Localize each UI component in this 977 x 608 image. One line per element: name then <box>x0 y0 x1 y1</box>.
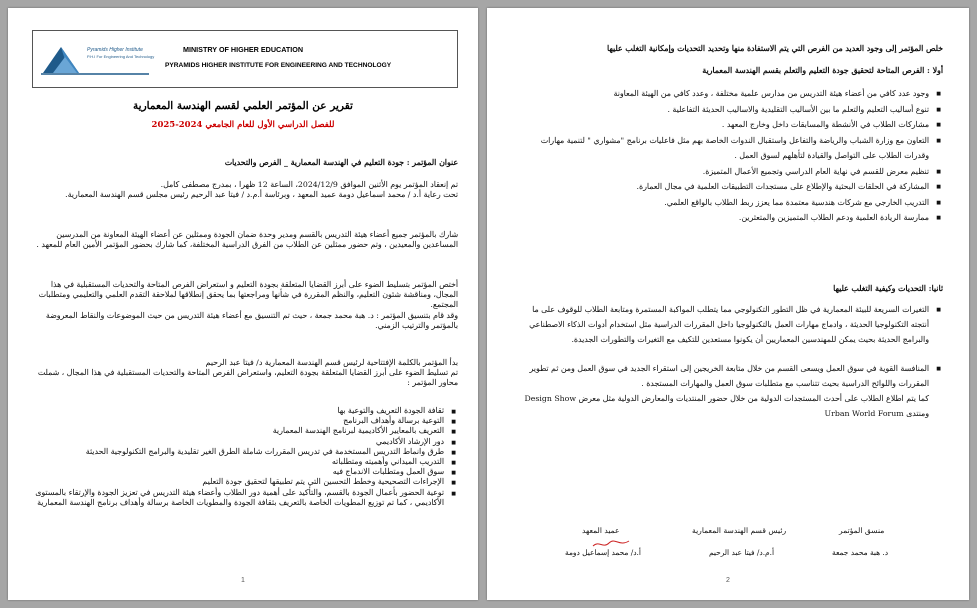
paragraph-date <box>30 180 458 200</box>
section2-title: ثانيا: التحديات وكيفية التغلب عليها <box>833 284 943 293</box>
report-subtitle: للفصل الدراسي الأول للعام الجامعي 2024-2025 <box>151 120 335 130</box>
paragraph-1: تم إنعقاد المؤتمر يوم الأثنين الموافق 2024/12/9، الساعة 12 ظهرا ، بمدرج مصطفى كامل. <box>160 180 458 189</box>
institute-title: PYRAMIDS HIGHER INSTITUTE FOR ENGINEERING AND TECHNOLOGY <box>165 62 392 69</box>
list-item: ■ التوعية برسالة وأهداف البرنامج <box>30 416 444 426</box>
list-item: ■ تنظيم معرض للقسم في نهاية العام الدراسي وتجميع الأعمال المتميزة. <box>519 164 929 180</box>
paragraph-2: شارك بالمؤتمر جميع أعضاء هيئة التدريس بالقسم ومدير وحدة ضمان الجودة وممثلين عن أعضاء الهيئة المعاونة من المدرسين المساعدين والمعيدين ، وتم حضور ممثلين عن الطلاب من الفرق الدراسية المختلفة، كما شارك بحضور المؤتمر الأمين العام للمعهد . <box>36 230 458 250</box>
coordinator-label: منسق المؤتمر <box>839 526 885 535</box>
section2-note: كما يتم اطلاع الطلاب على أحدث المستجدات الدولية من خلال حضور المنتديات والمعارض الدولية مثل معرض Design Show ومنتدى Urban World Forum <box>524 394 929 418</box>
conference-topics-list <box>30 406 458 508</box>
document-page-1 <box>8 8 478 600</box>
paragraph-scope <box>30 280 458 331</box>
coordinator-name: د. هبة محمد جمعة <box>832 548 889 557</box>
intro-text: خلص المؤتمر إلى وجود العديد من الفرص التي يتم الاستفادة منها وتحديد التحديات وإمكانية التغلب عليها <box>607 44 943 53</box>
list-item: ■ التدريب الميداني وأهميته ومتطلباته <box>30 457 444 467</box>
list-item: ■ المشاركة في الحلقات البحثية والإطلاع على مستجدات التطبيقات العلمية في مجال العمارة. <box>519 179 929 195</box>
list-item: ■ التدريب الخارجي مع شركات هندسية معتمدة مما يعزز ربط الطلاب بالواقع العلمي. <box>519 195 929 211</box>
paragraph-3: أختص المؤتمر بتسليط الضوء على أبرز القضايا المتعلقة بجودة التعليم و استعراض الفرص المتاحة والتحديات المستقبلية في هذا المجال، ومناقشة شئون التعليم، والنظم المقررة في شأنها ومراجعتها بما يحقق إنطلاقها لملاحقة التقدم العلمي والتعليمي ومتطلبات المجتمع. <box>38 280 458 310</box>
list-item: ■ التعاون مع وزارة الشباب والرياضة والتفاعل واستقبال الندوات الخاصة بهم مثل فاعليات برنامج "مشواري " لتنمية مهارات وقدرات الطلاب على التواصل والقيادة لتأهلهم لسوق العمل . <box>519 133 929 164</box>
letterhead <box>32 30 458 88</box>
list-item: ■ وجود عدد كافي من أعضاء هيئة التدريس من مدارس علمية مختلفة ، وعدد كافي من الهيئة المعاونة <box>519 86 929 102</box>
list-item: ■ دور الإرشاد الأكاديمي <box>30 437 444 447</box>
list-item: ■ تنوع أساليب التعليم والتعلم ما بين الأساليب التقليدية والاساليب الحديثة التفاعلية . <box>519 102 929 118</box>
list-item: ■ توعية الحضور بأعمال الجودة بالقسم، والتأكيد على أهمية دور الطلاب وأعضاء هيئة التدريس في تعزيز الجودة والإرتقاء بالمستوى الأكاديمي ، كما تم توزيع المطويات الخاصة بالتعريف بثقافة الجودة والمطويات الخاصة برسالة وأهداف برنامج الهندسة المعمارية <box>30 488 444 508</box>
paragraph-5: بدأ المؤتمر بالكلمة الإفتتاحية لرئيس قسم الهندسة المعمارية د/ فيتا عبد الرحيم <box>205 358 458 367</box>
paragraph-opening <box>30 358 458 389</box>
dean-label: عميد المعهد <box>582 526 620 535</box>
section2-list <box>519 302 943 421</box>
section2-title-block <box>519 284 943 295</box>
conference-title: عنوان المؤتمر : جودة التعليم في الهندسة المعمارية _ الفرص والتحديات <box>224 158 458 167</box>
list-item: ■ طرق وانماط التدريس المستخدمة في تدريس المقررات شاملة الطرق الغير تقليدية والبرامج التكنولوجية الحديثة <box>30 447 444 457</box>
signature-scribble-icon <box>591 538 631 550</box>
paragraph-1b: تحت رعاية أ.د / محمد اسماعيل دومة عميد المعهد ، وبرئاسة أ.م.د / فيتا عبد الرحيم رئيس مجلس قسم الهندسة المعمارية. <box>65 190 458 200</box>
page-number: 2 <box>726 577 730 584</box>
list-item: ■ ثقافة الجودة التعريف والتوعية بها <box>30 406 444 416</box>
institute-logo <box>39 37 155 81</box>
logo-text: Pyramids Higher Institute <box>87 47 143 53</box>
department-head-name: أ.م.د/ فيتا عبد الرحيم <box>709 548 775 557</box>
list-item: ■ التعريف بالمعايير الأكاديمية لبرنامج الهندسة المعمارية <box>30 426 444 436</box>
dean-name: أ.د/ محمد إسماعيل دومة <box>565 548 641 557</box>
intro-block <box>519 44 943 55</box>
section1-title-block <box>519 66 943 77</box>
paragraph-attendance <box>30 230 458 250</box>
conference-title-block <box>30 158 458 168</box>
section1-list <box>519 86 943 226</box>
logo-subtext: P.H.I For Engineering And Technology <box>87 54 155 59</box>
document-page-2 <box>487 8 969 600</box>
pyramid-logo-icon <box>39 37 151 81</box>
paragraph-4: وقد قام بتنسيق المؤتمر : د. هبة محمد جمعة ، حيث تم التنسيق مع أعضاء هيئة التدريس من حيث الموضوعات والنقاط المعروضة بالمؤتمر والترتيب الزمني. <box>45 310 458 330</box>
department-head-label: رئيس قسم الهندسة المعمارية <box>692 526 787 535</box>
page-number: 1 <box>241 577 245 584</box>
paragraph-5b: تم تسليط الضوء على أبرز القضايا المتعلقة بجودة التعليم، واستعراض الفرص المتاحة والتحديات المستقبلية في هذا المجال ، شملت محاور المؤتمر : <box>37 368 458 388</box>
report-title: تقرير عن المؤتمر العلمي لقسم الهندسة المعمارية <box>133 100 353 112</box>
section1-title: أولا : الفرص المتاحة لتحقيق جودة التعليم والتعلم بقسم الهندسة المعمارية <box>702 66 943 75</box>
list-item: ■ سوق العمل ومتطلبات الاندماج فيه <box>30 467 444 477</box>
list-item: ■ مشاركات الطلاب في الأنشطة والمسابقات داخل وخارج المعهد . <box>519 117 929 133</box>
list-item: ■ المنافسة القوية في سوق العمل ويسعى القسم من خلال متابعة الخريجين إلى استقراء الجديد في سوق العمل ومن ثم تطوير المقررات واللوائح الدراسية بحيث تتناسب مع متطلبات سوق العمل والمهارات المستجدة . <box>519 361 929 391</box>
list-item: ■ الإجراءات التصحيحية وخطط التحسين التي يتم تطبيقها لتحقيق جودة التعليم <box>30 477 444 487</box>
ministry-title: MINISTRY OF HIGHER EDUCATION <box>183 45 304 54</box>
list-item: ■ التغيرات السريعة للبيئة المعمارية في ظل التطور التكنولوجي مما يتطلب المواكبة المستمرة ومتابعة الطلاب للوقوف على ما أنتجته التكنولوجيا الحديثة ، وادماج مهارات العمل بالتكنولوجيا داخل المقررات الدراسية مثل استخدام أدوات الذكاء الاصطناعي والبرامج الحديثة بحيث يمكن للمهندسين المعماريين أن يكونوا مستعدين للتكيف مع التغيرات والتطورات الجديدة. <box>519 302 929 347</box>
list-item: ■ ممارسة الريادة العلمية ودعم الطلاب المتميزين والمتعثرين. <box>519 210 929 226</box>
